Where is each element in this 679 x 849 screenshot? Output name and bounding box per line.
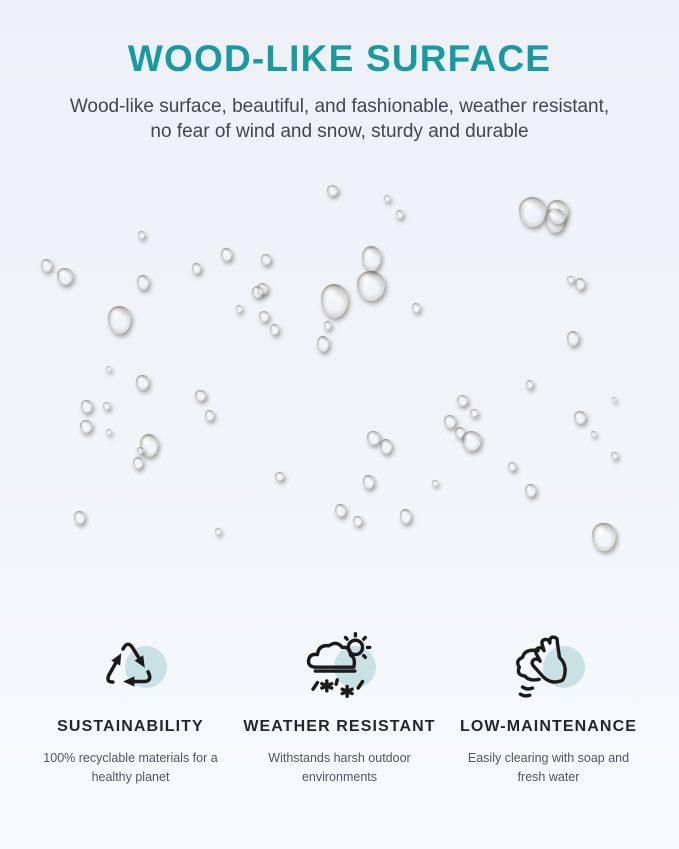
water-droplet: [545, 208, 565, 233]
water-droplet: [612, 397, 617, 402]
subtitle-line-2: no fear of wind and snow, sturdy and durable: [150, 121, 529, 143]
water-droplet: [457, 395, 468, 406]
feature-description: Easily clearing with soap and fresh water: [467, 751, 630, 785]
water-droplet: [567, 276, 573, 283]
water-droplet: [236, 305, 242, 313]
water-droplet: [575, 278, 585, 290]
water-droplet: [525, 484, 537, 497]
water-droplet: [103, 402, 109, 409]
water-droplet: [353, 516, 362, 526]
feature-title: SUSTAINABILITY: [57, 718, 204, 735]
water-droplet: [384, 195, 390, 201]
water-droplet: [195, 390, 206, 401]
water-droplet: [591, 431, 595, 437]
water-droplet: [327, 185, 338, 196]
water-droplet: [574, 411, 585, 424]
water-droplet: [192, 263, 201, 274]
water-droplet: [547, 200, 567, 224]
water-droplet: [317, 336, 330, 352]
water-droplet: [270, 324, 279, 335]
water-droplet: [57, 268, 73, 285]
water-droplet: [335, 504, 346, 517]
water-droplet: [80, 420, 92, 433]
water-droplet: [138, 231, 145, 239]
hand-wipe-icon: [509, 632, 589, 698]
water-droplet: [275, 472, 284, 481]
feature-weather-resistant: [235, 632, 444, 788]
feature-sustainability: [26, 632, 235, 788]
water-droplet: [444, 415, 456, 428]
product-photo-wood-decking: [28, 168, 652, 578]
weather-icon: [300, 632, 380, 698]
page-subtitle: [30, 94, 650, 144]
water-droplet: [592, 523, 615, 551]
water-droplet: [363, 475, 375, 489]
water-droplet: [321, 284, 348, 317]
weather-icon-wrap: [292, 632, 388, 702]
water-droplet: [137, 275, 150, 290]
water-droplet: [362, 246, 382, 271]
water-droplet: [81, 400, 93, 412]
feature-title: WEATHER RESISTANT: [243, 718, 436, 735]
recycle-icon: [94, 632, 168, 698]
water-droplet: [259, 311, 269, 322]
water-droplet: [133, 457, 143, 468]
water-droplet: [455, 427, 465, 438]
water-droplet: [519, 197, 546, 227]
subtitle-line-1: Wood-like surface, beautiful, and fashionable, weather resistant,: [69, 96, 610, 117]
water-droplet: [367, 431, 379, 445]
features-row: [0, 632, 679, 788]
water-droplet: [611, 452, 618, 459]
feature-description: 100% recyclable materials for a healthy planet: [43, 751, 218, 785]
water-droplet: [261, 254, 271, 265]
water-droplet: [74, 511, 84, 523]
feature-low-maintenance: [444, 632, 653, 788]
water-droplet: [137, 447, 144, 454]
water-droplet: [380, 439, 392, 454]
feature-description: Withstands harsh outdoor environments: [268, 751, 411, 785]
water-droplet: [412, 303, 420, 313]
page-title: WOOD-LIKE SURFACE: [127, 38, 552, 79]
water-droplet: [462, 431, 481, 450]
water-droplet: [221, 248, 232, 261]
water-droplet: [396, 210, 403, 219]
water-droplet: [140, 434, 158, 456]
water-droplet: [136, 375, 148, 390]
water-droplet: [257, 283, 268, 295]
sustainability-icon-wrap: [83, 632, 179, 702]
water-droplet: [41, 259, 52, 272]
feature-title: LOW-MAINTENANCE: [459, 718, 638, 735]
water-droplet: [432, 480, 437, 486]
water-droplet: [252, 286, 264, 298]
water-droplet: [526, 380, 534, 389]
water-droplet: [205, 410, 215, 421]
hand-wipe-icon-wrap: [501, 632, 597, 702]
water-droplet: [106, 366, 111, 372]
water-droplet: [108, 306, 131, 334]
water-droplet: [470, 409, 478, 417]
water-droplet: [106, 429, 111, 435]
water-droplet: [324, 321, 331, 330]
water-droplet: [400, 509, 411, 524]
water-droplet: [567, 331, 579, 346]
water-droplet: [508, 462, 517, 471]
water-droplet: [357, 271, 385, 300]
water-droplet: [215, 528, 221, 535]
